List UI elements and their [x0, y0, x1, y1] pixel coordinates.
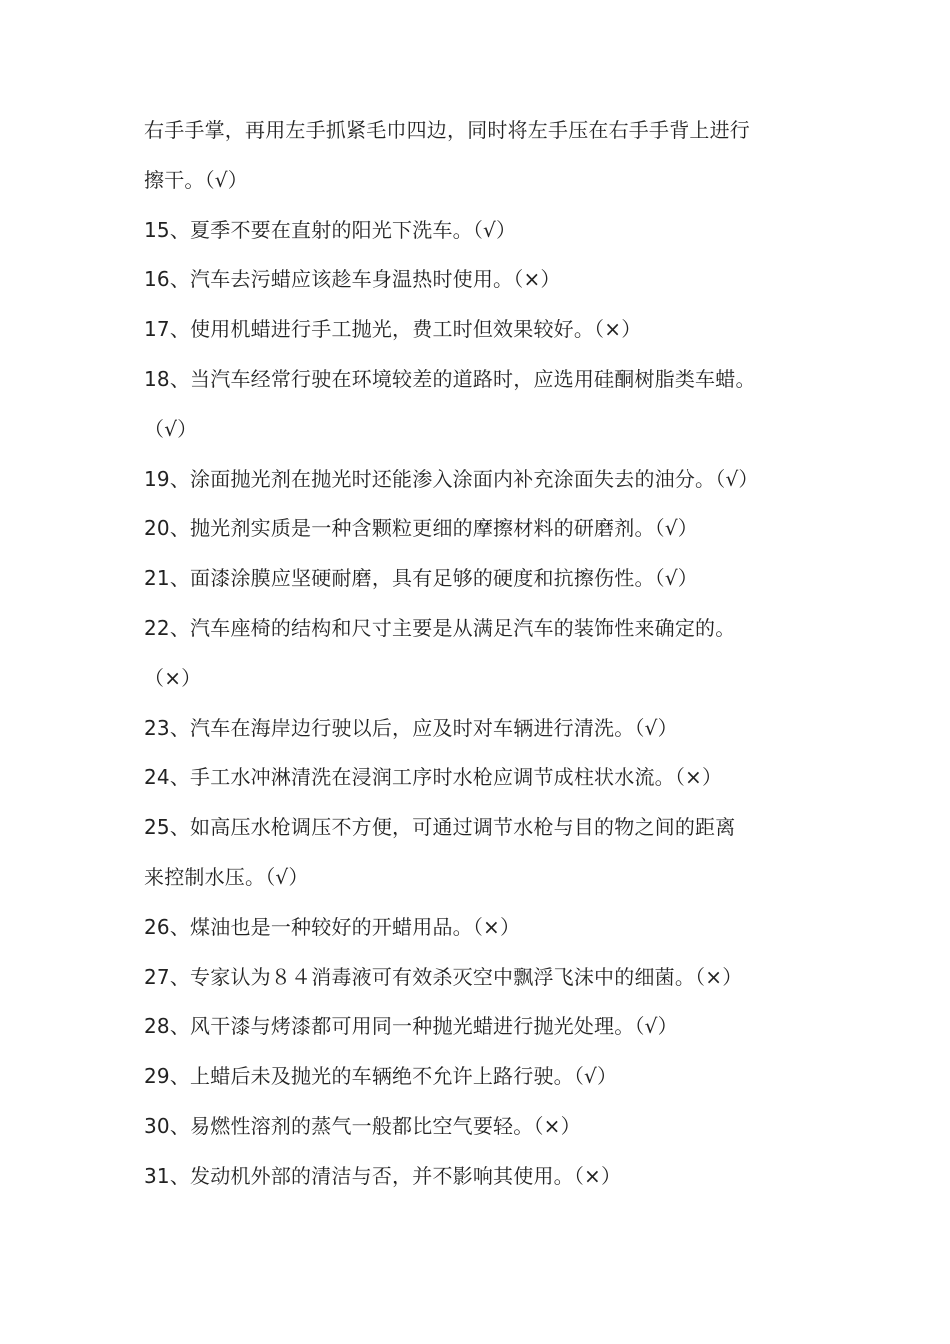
list-item: 17、使用机蜡进行手工抛光，费工时但效果较好。（×） — [144, 317, 642, 342]
list-item: 23、汽车在海岸边行驶以后，应及时对车辆进行清洗。（√） — [144, 715, 678, 740]
list-item: 16、汽车去污蜡应该趁车身温热时使用。（×） — [144, 267, 561, 292]
list-item: 28、风干漆与烤漆都可用同一种抛光蜡进行抛光处理。（√） — [144, 1014, 678, 1039]
list-item: 30、易燃性溶剂的蒸气一般都比空气要轻。（×） — [144, 1113, 581, 1138]
text-line: 来控制水压。（√） — [144, 864, 309, 889]
list-item: 26、煤油也是一种较好的开蜡用品。（×） — [144, 914, 521, 939]
list-item: 18、当汽车经常行驶在环境较差的道路时，应选用硅酮树脂类车蜡。 — [144, 366, 756, 391]
text-line: 右手手掌，再用左手抓紧毛巾四边，同时将左手压在右手手背上进行 — [144, 118, 750, 142]
list-item: 25、如高压水枪调压不方便，可通过调节水枪与目的物之间的距离 — [144, 815, 736, 840]
list-item: 29、上蜡后未及抛光的车辆绝不允许上路行驶。（√） — [144, 1064, 618, 1089]
text-line: （√） — [144, 416, 198, 441]
text-line: 擦干。（√） — [144, 167, 248, 192]
list-item: 22、汽车座椅的结构和尺寸主要是从满足汽车的装饰性来确定的。 — [144, 615, 736, 640]
list-item: 19、涂面抛光剂在抛光时还能渗入涂面内补充涂面失去的油分。（√） — [144, 466, 759, 491]
list-item: 15、夏季不要在直射的阳光下洗车。（√） — [144, 217, 517, 242]
list-item: 31、发动机外部的清洁与否，并不影响其使用。（×） — [144, 1163, 622, 1188]
document-body — [144, 106, 834, 1202]
list-item: 27、专家认为８４消毒液可有效杀灭空中飘浮飞沫中的细菌。（×） — [144, 964, 743, 989]
list-item: 21、面漆涂膜应坚硬耐磨，具有足够的硬度和抗擦伤性。（√） — [144, 566, 698, 591]
list-item: 20、抛光剂实质是一种含颗粒更细的摩擦材料的研磨剂。（√） — [144, 516, 698, 541]
list-item: 24、手工水冲淋清洗在浸润工序时水枪应调节成柱状水流。（×） — [144, 765, 723, 790]
text-line: （×） — [144, 665, 202, 690]
